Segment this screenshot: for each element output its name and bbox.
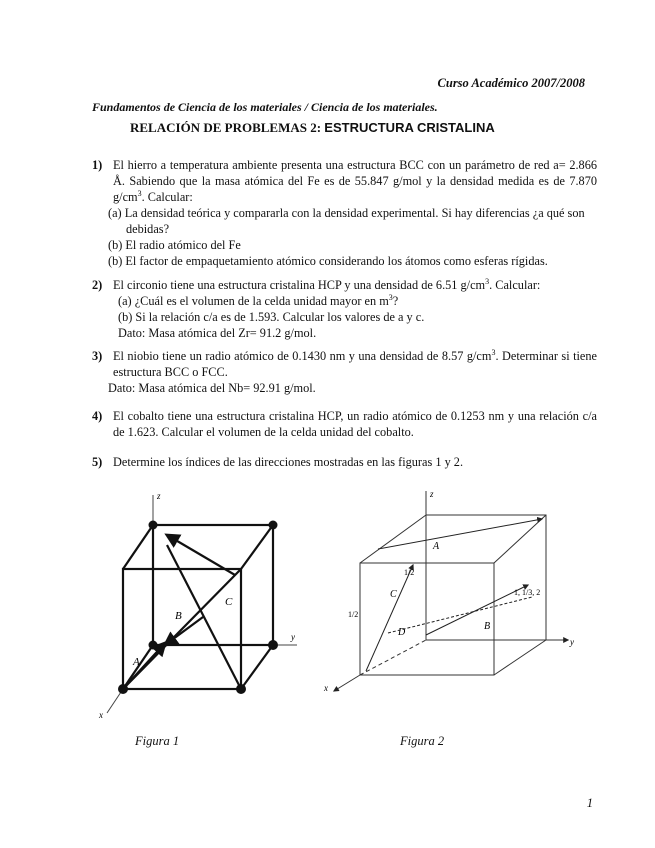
direction-C	[165, 617, 203, 645]
label-half-top: 1/2	[404, 568, 415, 577]
figure-1-caption: Figura 1	[135, 734, 180, 748]
z-label: z	[157, 491, 161, 501]
statement-text-end: . Determinar si tiene estructura BCC o FCC.	[113, 349, 598, 379]
sub-item-c: (b) El factor de empaquetamiento atómico considerando los átomos como esferas rígidas.	[108, 254, 548, 268]
problem-2	[92, 277, 597, 341]
direction-C	[366, 565, 413, 671]
x-label: x	[99, 710, 103, 720]
dato: Dato: Masa atómica del Zr= 91.2 g/mol.	[118, 326, 317, 340]
atom	[149, 641, 158, 650]
x-axis	[334, 675, 360, 691]
sheet-title-prefix: RELACIÓN DE PROBLEMAS 2:	[130, 120, 325, 135]
statement-text-end: . Calcular:	[489, 278, 541, 292]
figure-2-cube	[318, 485, 578, 700]
subject-title: Fundamentos de Ciencia de los materiales / Ciencia de los materiales.	[92, 100, 438, 114]
atom	[236, 684, 246, 694]
sub-item-b: (b) Si la relación c/a es de 1.593. Calcular los valores de a y c.	[118, 310, 425, 324]
superscript: 3	[485, 277, 490, 286]
problem-1	[92, 157, 597, 269]
problem-number: 4)	[92, 409, 103, 423]
label-C: C	[390, 589, 397, 600]
statement-text: El hierro a temperatura ambiente presenta una estructura BCC con un parámetro de red a= 2.866 Å. Sabiendo que la masa atómica del Fe es de 55.847 g/mol y la densidad medida es de 7.870 g/cm	[113, 158, 597, 204]
cube-front-face	[360, 563, 494, 675]
atom	[268, 640, 278, 650]
superscript: 3	[388, 293, 393, 302]
problem-statement	[113, 157, 597, 205]
problem-number: 1)	[92, 158, 103, 172]
problem-statement: El cobalto tiene una estructura cristalina HCP, un radio atómico de 0.1253 nm y una relación c/a de 1.623. Calcular el volumen de la celda unidad del cobalto.	[113, 409, 597, 439]
figure-2-caption: Figura 2	[400, 734, 445, 748]
problem-statement: Determine los índices de las direcciones mostradas en las figuras 1 y 2.	[113, 455, 464, 469]
superscript: 3	[137, 189, 142, 198]
statement-text: El circonio tiene una estructura cristalina HCP y una densidad de 6.51 g/cm	[113, 278, 486, 292]
sheet-title	[130, 120, 495, 136]
cube-back-face	[153, 525, 273, 645]
problem-5	[92, 454, 597, 470]
direction-A	[378, 519, 542, 549]
sub-item-a-end: ?	[392, 294, 399, 308]
direction-B	[426, 585, 528, 635]
sub-item-a	[118, 293, 597, 309]
sub-item-a-text: (a) ¿Cuál es el volumen de la celda unidad mayor en m	[118, 294, 389, 308]
atom	[269, 521, 278, 530]
label-C: C	[225, 596, 233, 608]
problem-statement	[113, 348, 597, 380]
atom	[149, 521, 158, 530]
dato: Dato: Masa atómica del Nb= 92.91 g/mol.	[108, 381, 316, 395]
label-A: A	[133, 656, 140, 668]
problem-number: 2)	[92, 278, 103, 292]
problem-number: 3)	[92, 349, 103, 363]
sub-item-a: (a) La densidad teórica y compararla con la densidad experimental. Si hay diferencias ¿a qué son debidas?	[108, 206, 585, 236]
superscript: 3	[491, 348, 496, 357]
figure-1-cube	[85, 485, 310, 725]
sheet-title-topic: ESTRUCTURA CRISTALINA	[324, 120, 495, 135]
course-year: Curso Académico 2007/2008	[437, 76, 585, 90]
label-half-left: 1/2	[348, 610, 359, 619]
problem-number: 5)	[92, 455, 103, 469]
page-number: 1	[586, 796, 593, 810]
label-coord: 1, 1/3, 2	[514, 588, 541, 597]
statement-text-end: . Calcular:	[141, 190, 193, 204]
label-B: B	[484, 621, 491, 632]
problem-3	[92, 348, 597, 396]
sub-item-b: (b) El radio atómico del Fe	[108, 238, 241, 252]
label-B: B	[175, 610, 182, 622]
z-label: z	[430, 489, 434, 499]
label-A: A	[433, 541, 440, 552]
label-D: D	[398, 627, 406, 638]
x-label: x	[324, 683, 328, 693]
atom	[118, 684, 128, 694]
direction-D	[388, 597, 532, 633]
y-label: y	[570, 637, 574, 647]
direction-B-line	[123, 569, 241, 689]
problem-statement	[113, 277, 597, 293]
problem-4	[92, 408, 597, 440]
y-label: y	[291, 632, 295, 642]
statement-text: El niobio tiene un radio atómico de 0.1430 nm y una densidad de 8.57 g/cm	[113, 349, 492, 363]
